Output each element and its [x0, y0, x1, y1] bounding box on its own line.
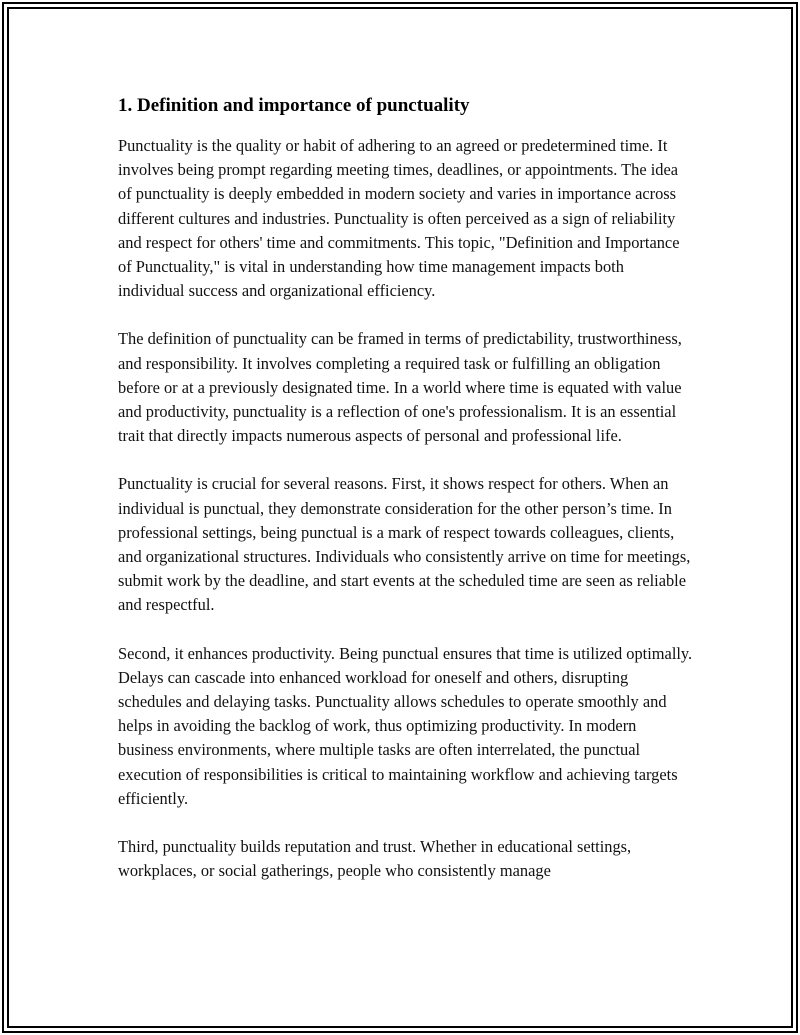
paragraph-definition-framing: The definition of punctuality can be framed in terms of predictability, trustworthiness, and responsibility. It involves completing a required task or fulfilling an obligation before or at a previously designated time. In a world where time is equated with value and productivity, punctuality is a reflection of one's professionalism. It is an essential trait that directly impacts numerous aspects of personal and professional life. — [118, 329, 682, 446]
paragraph-productivity: Second, it enhances productivity. Being punctual ensures that time is utilized optimally. Delays can cascade into enhanced workload for oneself and others, disrupting schedules and delaying tasks. Punctuality allows schedules to operate smoothly and helps in avoiding the backlog of work, thus optimizing productivity. In modern business environments, where multiple tasks are often interrelated, the punctual execution of responsibilities is critical to maintaining workflow and achieving targets efficiently. — [118, 643, 693, 808]
section-heading: 1. Definition and importance of punctuality — [118, 95, 470, 116]
paragraph-reputation: Third, punctuality builds reputation and trust. Whether in educational settings, workplaces, or social gatherings, people who consistently manage — [118, 837, 632, 881]
document-body — [118, 94, 693, 907]
paragraph-definition-intro: Punctuality is the quality or habit of adhering to an agreed or predetermined time. It involves being prompt regarding meeting times, deadlines, or appointments. The idea of punctuality is deeply embedded in modern society and varies in importance across different cultures and industries. Punctuality is often perceived as a sign of reliability and respect for others' time and commitments. This topic, "Definition and Importance of Punctuality," is vital in understanding how time management impacts both individual success and organizational efficiency. — [118, 136, 680, 301]
paragraph-respect: Punctuality is crucial for several reasons. First, it shows respect for others. When an individual is punctual, they demonstrate consideration for the other person’s time. In professional settings, being punctual is a mark of respect towards colleagues, clients, and organizational structures. Individuals who consistently arrive on time for meetings, submit work by the deadline, and start events at the scheduled time are seen as reliable and respectful. — [118, 474, 691, 615]
